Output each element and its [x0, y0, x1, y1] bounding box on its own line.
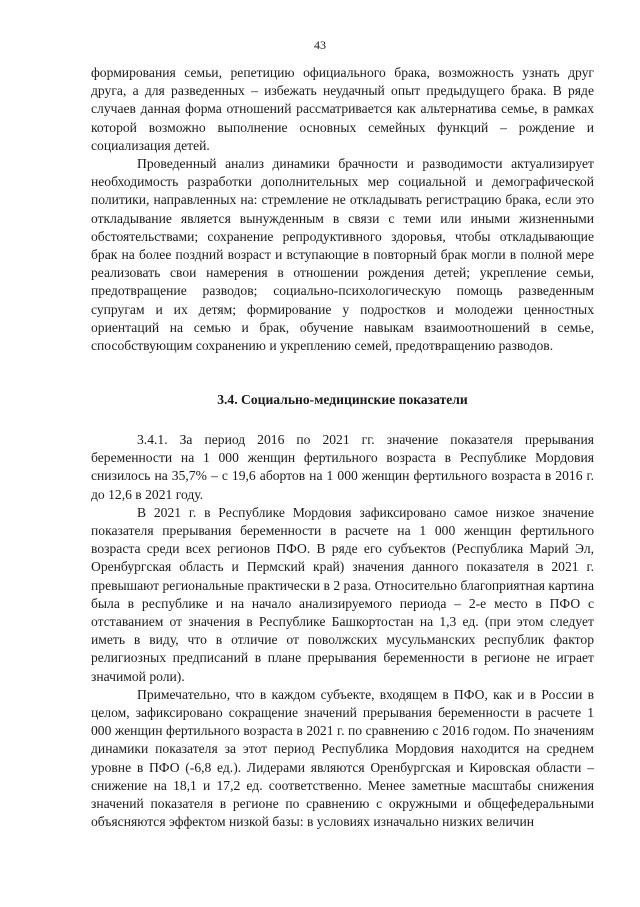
section-heading: 3.4. Социально-медицинские показатели	[217, 392, 468, 407]
page-number: 43	[314, 38, 326, 52]
paragraph-continuation: формирования семьи, репетицию официального брака, возможность узнать друг друга, а для разведенных – избежать неудачный опыт предыдущего брака. В ряде случаев данная форма отношений рассматривается как альтернатива семье, в рамках которой возможно выполнение основных семейных функций – рождение и социализация детей.	[91, 65, 594, 153]
section-text-block	[91, 431, 594, 831]
top-text-block	[91, 64, 594, 355]
paragraph-policy-measures: Проведенный анализ динамики брачности и разводимости актуализирует необходимость разработки дополнительных мер социальной и демографической политики, направленных на: стремление не откладывать регистрацию брака, если это откладывание является вынужденным в связи с теми или иными жизненными обстоятельствами; сохранение репродуктивного здоровья, чтобы откладывающие брак на более поздний возраст и вступающие в повторный брак могли в полной мере реализовать свои намерения в отношении рождения детей; укрепление семьи, предотвращение разводов; социально-психологическую помощь разведенным супругам и их детям; формирование у подростков и молодежи ценностных ориентаций на семью и брак, обучение навыкам взаимоотношений в семье, способствующим сохранению и укреплению семей, предотвращению разводов.	[91, 156, 594, 354]
paragraph-regional-comparison: В 2021 г. в Республике Мордовия зафиксировано самое низкое значение показателя прерывания беременности в расчете на 1 000 женщин фертильного возраста среди всех регионов ПФО. В ряде его субъектов (Республика Марий Эл, Оренбургская область и Пермский край) значения данного показателя в 2021 г. превышают региональные практически в 2 раза. Относительно благоприятная картина была в республике и на начало анализируемого периода – 2-е место в ПФО с отставанием от значения в Республике Башкортостан на 1,3 ед. (при этом следует иметь в виду, что в отличие от поволжских мусульманских республик фактор религиозных предписаний в плане прерывания беременности в регионе не играет значимой роли).	[91, 504, 594, 684]
paragraph-dynamics: Примечательно, что в каждом субъекте, входящем в ПФО, как и в России в целом, зафиксировано сокращение значений прерывания беременности в расчете 1 000 женщин фертильного возраста в 2021 г. по сравнению с 2016 годом. По значениям динамики показателя за этот период Республика Мордовия находится на среднем уровне в ПФО (-6,8 ед.). Лидерами являются Оренбургская и Кировская области – снижение на 18,1 и 17,2 ед. соответственно. Менее заметные масштабы снижения значений показателя в регионе по сравнению с окружными и общефедеральными объясняются эффектом низкой базы: в условиях изначально низких величин	[91, 686, 594, 830]
paragraph-abortion-trend: 3.4.1. За период 2016 по 2021 гг. значение показателя прерывания беременности на 1 000 женщин фертильного возраста в Республике Мордовия снизилось на 35,7% – с 19,6 абортов на 1 000 женщин фертильного возраста в 2016 г. до 12,6 в 2021 году.	[91, 432, 594, 502]
